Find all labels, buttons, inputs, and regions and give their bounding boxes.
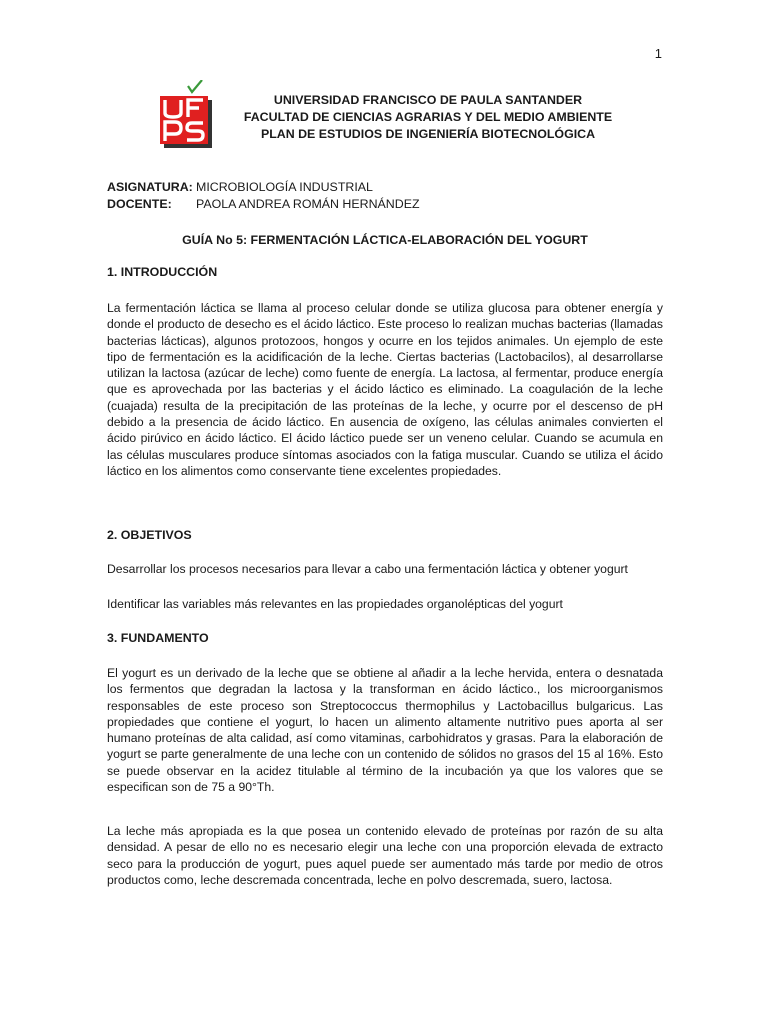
intro-heading: 1. INTRODUCCIÓN	[107, 265, 218, 279]
header-program: PLAN DE ESTUDIOS DE INGENIERÍA BIOTECNOLÓGICA	[260, 127, 596, 141]
header-university: UNIVERSIDAD FRANCISCO DE PAULA SANTANDER	[273, 93, 583, 107]
fundamento-heading: 3. FUNDAMENTO	[107, 631, 209, 645]
header-faculty: FACULTAD DE CIENCIAS AGRARIAS Y DEL MEDIO AMBIENTE	[243, 110, 613, 124]
fundamento-paragraph: El yogurt es un derivado de la leche que se obtiene al añadir a la leche hervida, entera o desnatada los fermentos que degradan la lactosa y la transforman en ácido láctico., los microorganismos responsables de este proceso son Streptococcus thermophilus y Lactobacillus bulgaricus. Las propiedades que contiene el yogurt, lo hacen un alimento altamente nutritivo pues aporta al ser humano proteínas de alta calidad, así como vitaminas, carbohidratos y grasas. Para la elaboración de yogurt se parte generalmente de una leche con un contenido de sólidos no grasos del 15 al 16%. Esto se puede observar en la acidez titulable al término de la incubación ya que los valores que se especifican son de 75 a 90°Th.	[107, 666, 663, 795]
objectives-heading: 2. OBJETIVOS	[107, 528, 192, 542]
guide-title: GUÍA No 5: FERMENTACIÓN LÁCTICA-ELABORACIÓN DEL YOGURT	[182, 233, 588, 247]
page-number: 1	[654, 46, 662, 61]
teacher-value: PAOLA ANDREA ROMÁN HERNÁNDEZ	[196, 197, 420, 211]
subject-label: ASIGNATURA:	[107, 180, 193, 194]
objective-item: Desarrollar los procesos necesarios para llevar a cabo una fermentación láctica y obtener yogurt	[107, 562, 628, 576]
intro-paragraph: La fermentación láctica se llama al proceso celular donde se utiliza glucosa para obtener energía y donde el producto de desecho es el ácido láctico. Este proceso lo realizan muchas bacterias (llamadas bacterias lácticas), algunos protozoos, hongos y ocurre en los tejidos animales. Un ejemplo de este tipo de fermentación es la acidificación de la leche. Ciertas bacterias (Lactobacilos), al desarrollarse utilizan la lactosa (azúcar de leche) como fuente de energía. La lactosa, al fermentar, produce energía que es aprovechada por las bacterias y el ácido láctico es eliminado. La coagulación de la leche (cuajada) resulta de la precipitación de las proteínas de la leche, y ocurre por el descenso de pH debido a la presencia de ácido láctico. En ausencia de oxígeno, las células animales convierten el ácido pirúvico en ácido láctico. El ácido láctico puede ser un veneno celular. Cuando se acumula en las células musculares produce síntomas asociados con la fatiga muscular. Cuando se utiliza el ácido láctico en los alimentos como conservante tiene excelentes propiedades.	[107, 301, 663, 478]
document-header	[200, 92, 656, 143]
subject-row	[107, 179, 420, 196]
fundamento-paragraph: La leche más apropiada es la que posea un contenido elevado de proteínas por razón de su alta densidad. A pesar de ello no es necesario elegir una leche con una proporción elevada de extracto seco para la producción de yogurt, pues aquel puede ser aumentado más tarde por medio de otros productos como, leche descremada concentrada, leche en polvo descremada, suero, lactosa.	[107, 824, 663, 887]
teacher-row	[107, 196, 420, 213]
teacher-label: DOCENTE:	[107, 197, 172, 211]
subject-value: MICROBIOLOGÍA INDUSTRIAL	[196, 180, 373, 194]
course-meta	[107, 179, 420, 213]
objective-item: Identificar las variables más relevantes en las propiedades organolépticas del yogurt	[107, 597, 563, 611]
